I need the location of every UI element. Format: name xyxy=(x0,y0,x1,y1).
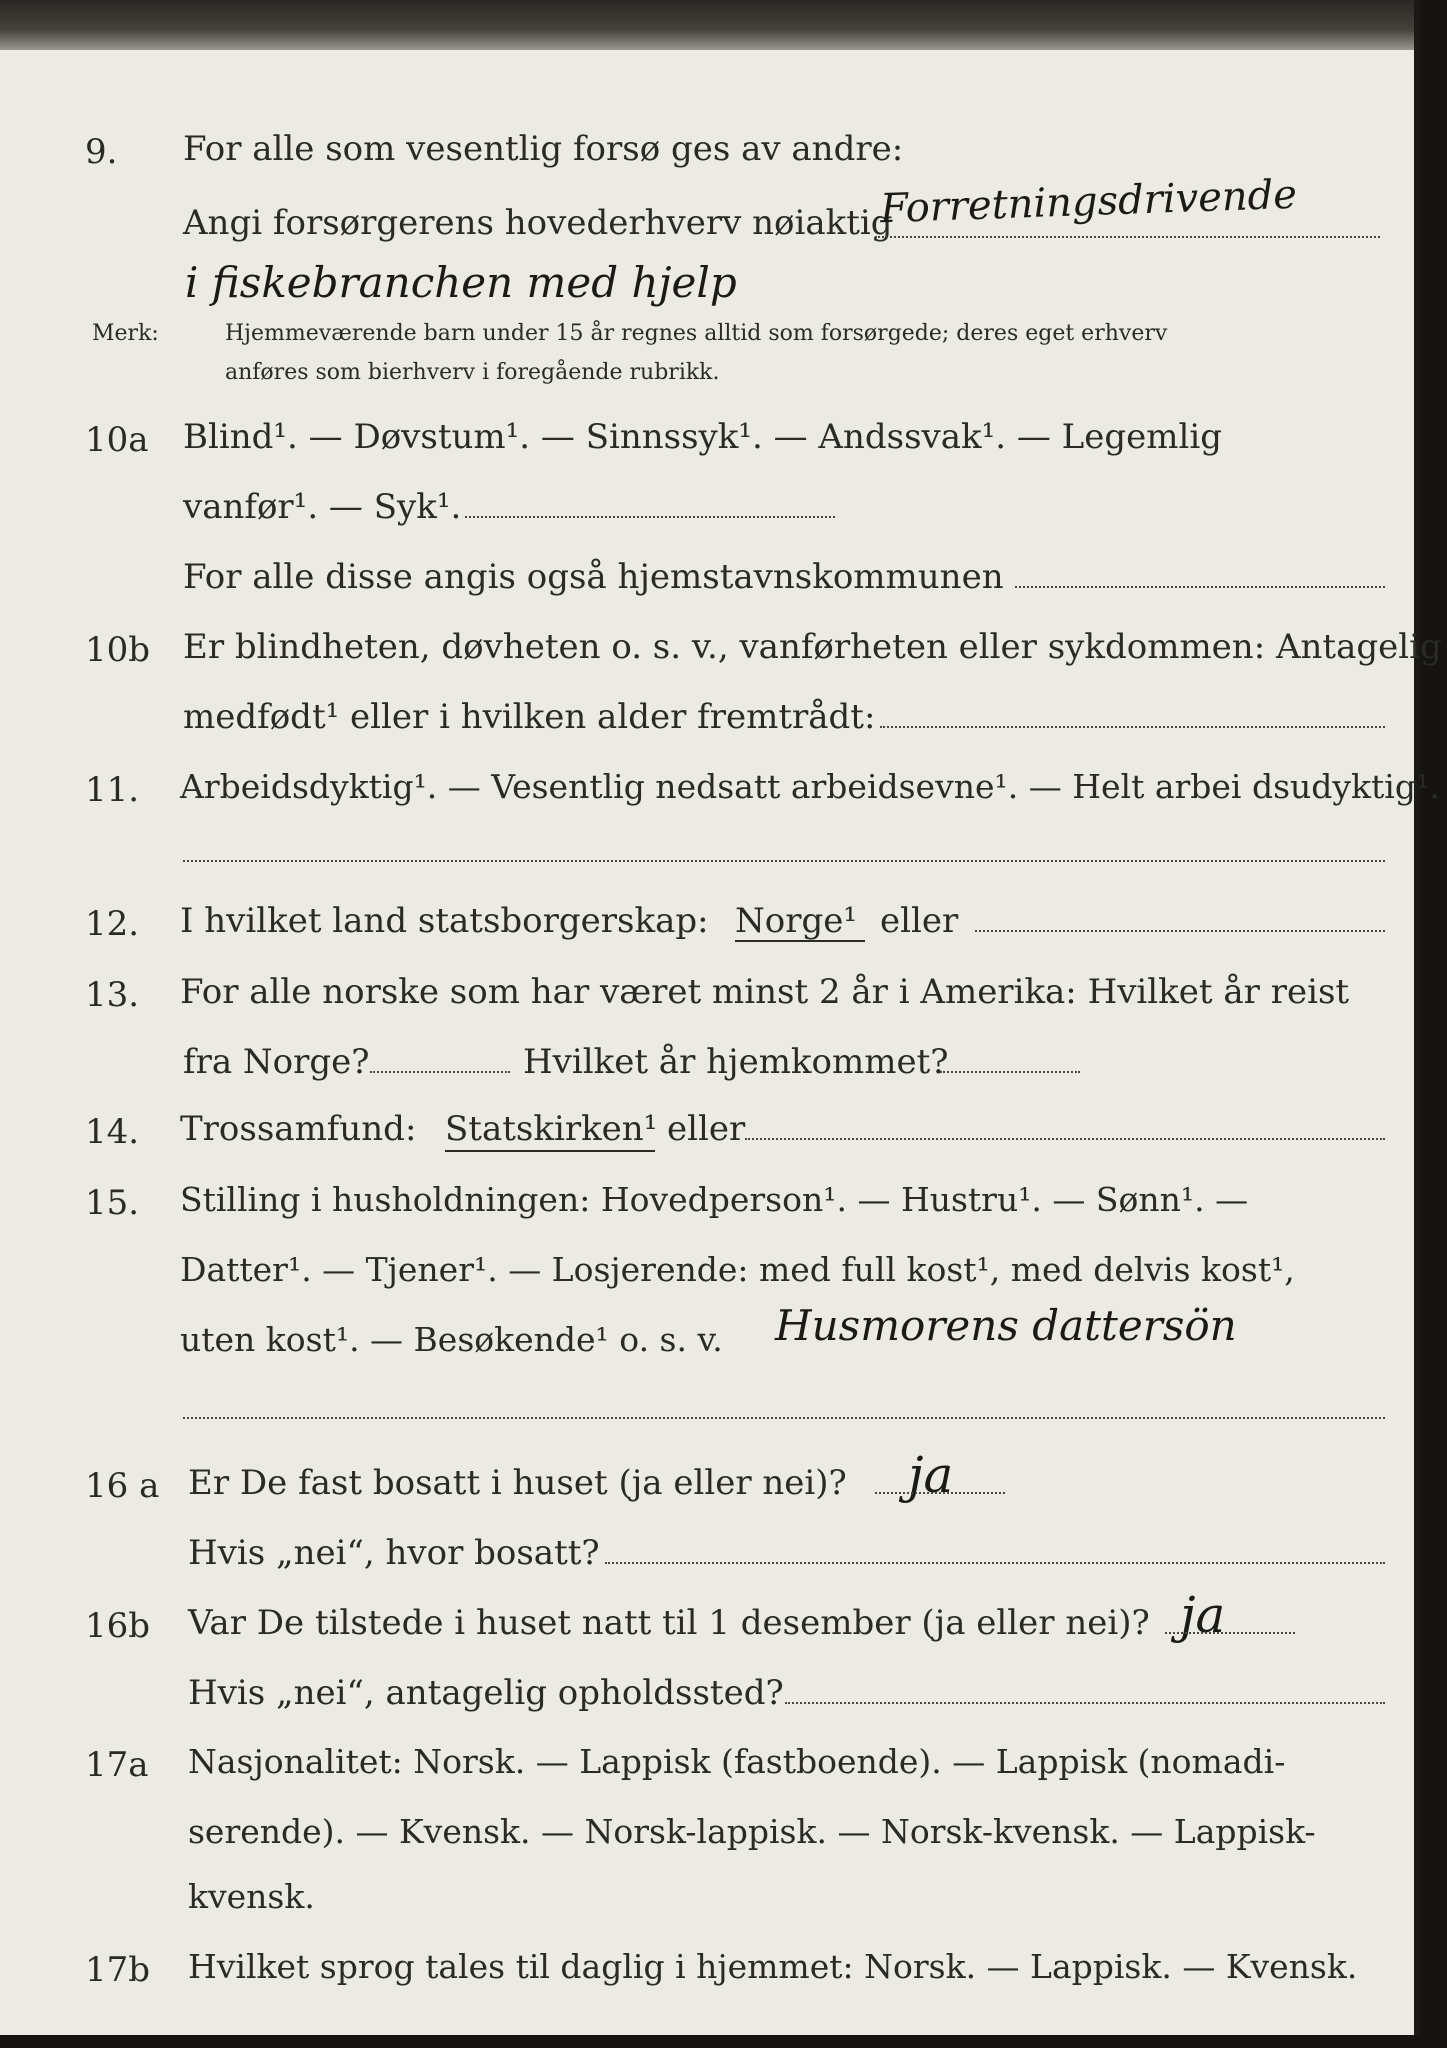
q9-line1: For alle som vesentlig forsø ges av andre: xyxy=(183,129,904,169)
q10b-number: 10b xyxy=(85,630,151,670)
q10a-number: 10a xyxy=(85,420,149,460)
q11-line1: Arbeidsdyktig¹. — Vesentlig nedsatt arbeidsevne¹. — Helt arbei dsudyktig¹. xyxy=(180,767,1440,806)
merk-line2: anføres som bierhverv i foregående rubrikk. xyxy=(225,360,720,385)
q11-answer-line xyxy=(183,860,1385,862)
q16a-line1: Er De fast bosatt i huset (ja eller nei)? xyxy=(188,1463,847,1503)
q10a-hjemstavn-line xyxy=(1015,586,1385,588)
scan-top-edge xyxy=(0,0,1414,50)
q16b-handwritten-answer: ja xyxy=(1180,1586,1226,1644)
q14-number: 14. xyxy=(85,1112,140,1152)
q17a-line1: Nasjonalitet: Norsk. — Lappisk (fastboende). — Lappisk (nomadi- xyxy=(188,1742,1286,1781)
q10a-syk-line xyxy=(465,516,835,518)
q16a-line2: Hvis „nei“, hvor bosatt? xyxy=(188,1533,600,1573)
q14-eller: eller xyxy=(667,1109,746,1149)
q14-answer-line xyxy=(745,1138,1385,1140)
q9-number: 9. xyxy=(85,132,118,172)
q14-statskirken-option: Statskirken¹ xyxy=(445,1109,658,1149)
q10b-line2: medfødt¹ eller i hvilken alder fremtrådt: xyxy=(183,697,876,737)
q14-text: Trossamfund: xyxy=(180,1109,417,1149)
q17b-number: 17b xyxy=(85,1950,151,1990)
q16a-number: 16 a xyxy=(85,1466,160,1506)
q16b-line2: Hvis „nei“, antagelig opholdssted? xyxy=(188,1673,784,1713)
q12-eller: eller xyxy=(880,901,959,941)
q14-statskirken-underline xyxy=(445,1150,655,1152)
q16b-answer-line xyxy=(1165,1632,1295,1634)
q10a-line2: vanfør¹. — Syk¹. xyxy=(183,487,462,527)
q15-answer-line xyxy=(183,1417,1385,1419)
q12-answer-line xyxy=(975,930,1385,932)
q10b-answer-line xyxy=(880,726,1385,728)
q12-norge-option: Norge¹ xyxy=(735,901,857,941)
q10a-line1: Blind¹. — Døvstum¹. — Sinnssyk¹. — Andssvak¹. — Legemlig xyxy=(183,417,1222,457)
q10a-line3: For alle disse angis også hjemstavnskommunen xyxy=(183,557,1004,597)
q13-hjemkommet-line xyxy=(940,1071,1080,1073)
q17a-line2: serende). — Kvensk. — Norsk-lappisk. — Norsk-kvensk. — Lappisk- xyxy=(188,1812,1316,1851)
q16a-answer-line xyxy=(875,1492,1005,1494)
q17b-line1: Hvilket sprog tales til daglig i hjemmet: Norsk. — Lappisk. — Kvensk. xyxy=(188,1947,1358,1986)
q15-line1: Stilling i husholdningen: Hovedperson¹. — Hustru¹. — Sønn¹. — xyxy=(180,1180,1249,1219)
q12-norge-underline xyxy=(735,940,865,942)
q9-handwritten-answer-2: i fiskebranchen med hjelp xyxy=(185,258,737,307)
q10b-line1: Er blindheten, døvheten o. s. v., vanførheten eller sykdommen: Antagelig xyxy=(183,627,1442,667)
q15-number: 15. xyxy=(85,1183,140,1223)
q13-number: 13. xyxy=(85,975,140,1015)
merk-line1: Hjemmeværende barn under 15 år regnes alltid som forsørgede; deres eget erhverv xyxy=(225,321,1168,346)
q13-hjemkommet-label: Hvilket år hjemkommet? xyxy=(523,1042,949,1082)
q17a-line3: kvensk. xyxy=(188,1877,315,1916)
q16b-opholdssted-line xyxy=(785,1702,1385,1704)
q15-line2: Datter¹. — Tjener¹. — Losjerende: med full kost¹, med delvis kost¹, xyxy=(180,1250,1295,1289)
q9-answer-line-1 xyxy=(875,236,1380,238)
q15-line3: uten kost¹. — Besøkende¹ o. s. v. xyxy=(180,1320,723,1359)
q13-reist-line xyxy=(370,1071,510,1073)
q16b-number: 16b xyxy=(85,1606,151,1646)
q12-number: 12. xyxy=(85,904,140,944)
q16b-line1: Var De tilstede i huset natt til 1 desember (ja eller nei)? xyxy=(188,1603,1150,1643)
q15-handwritten-answer: Husmorens dattersön xyxy=(775,1301,1237,1350)
q9-line2: Angi forsørgerens hovederhverv nøiaktig xyxy=(183,203,893,243)
q13-line1: For alle norske som har været minst 2 år i Amerika: Hvilket år reist xyxy=(180,972,1350,1012)
q11-number: 11. xyxy=(85,770,140,810)
q17a-number: 17a xyxy=(85,1745,149,1785)
q16a-bosatt-line xyxy=(605,1562,1385,1564)
q16a-handwritten-answer: ja xyxy=(908,1446,954,1504)
q9-handwritten-answer-1: Forretningsdrivende xyxy=(879,171,1298,233)
q12-text: I hvilket land statsborgerskap: xyxy=(180,901,709,941)
q13-reist-label: fra Norge? xyxy=(183,1042,370,1082)
merk-label: Merk: xyxy=(92,321,159,346)
